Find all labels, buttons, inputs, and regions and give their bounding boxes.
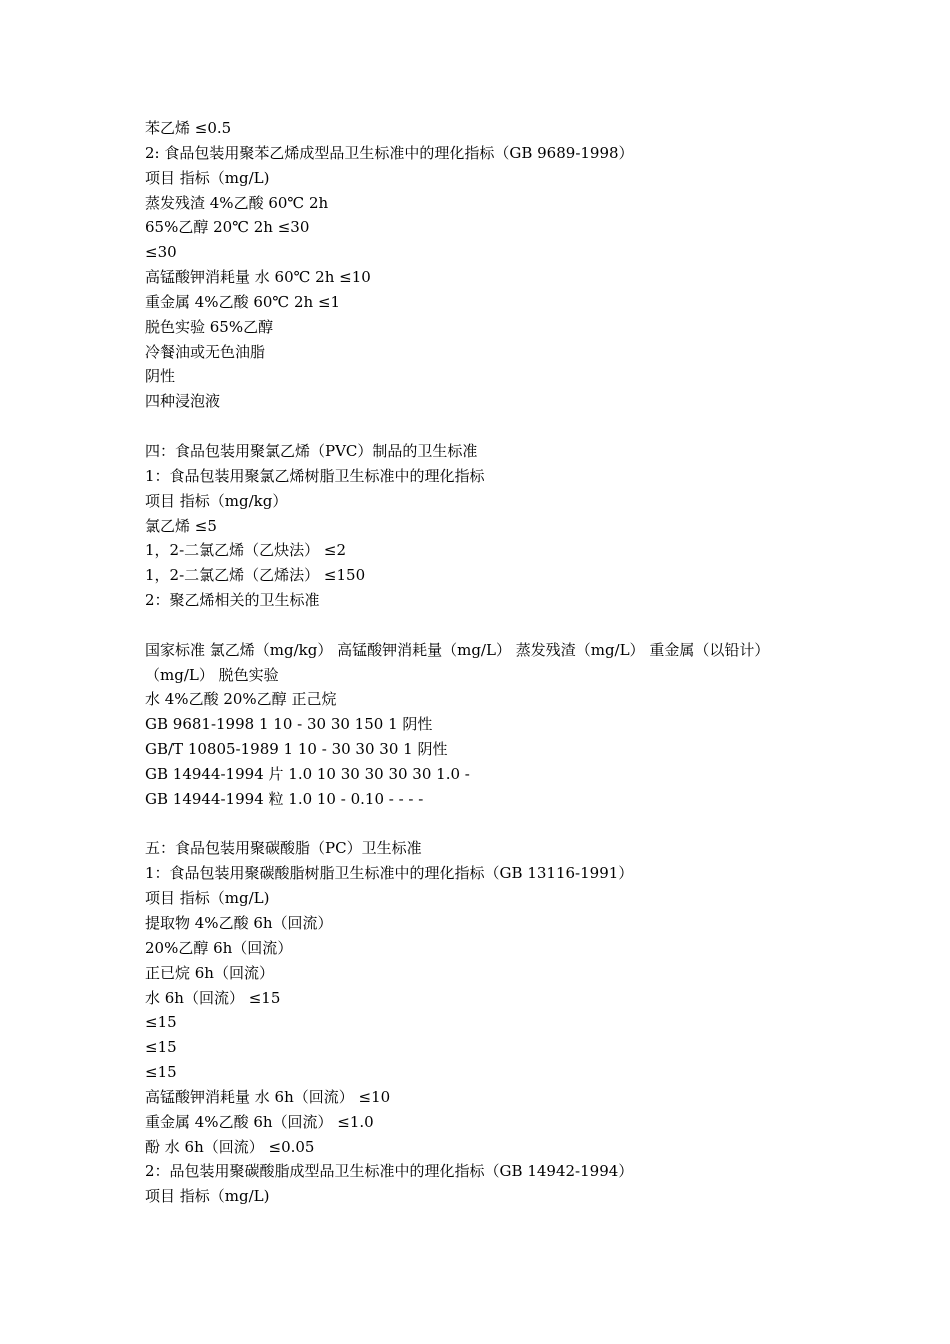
text-line: 项目 指标（mg/L) (145, 1187, 270, 1206)
text-line: 蒸发残渣 4%乙酸 60℃ 2h (145, 193, 329, 212)
text-line: 1，2-二氯乙烯（乙烯法） ≤150 (145, 566, 366, 585)
text-line: 项目 指标（mg/L) (145, 889, 270, 908)
text-line: 65%乙醇 20℃ 2h ≤30 (145, 218, 310, 237)
text-line: 脱色实验 65%乙醇 (145, 317, 274, 336)
blank-line (145, 613, 825, 638)
text-line: 阴性 (145, 367, 176, 386)
section-heading: 四：食品包装用聚氯乙烯（PVC）制品的卫生标准 (145, 441, 478, 460)
table-row: GB/T 10805-1989 1 10 - 30 30 30 1 阴性 (145, 740, 448, 759)
text-line: 水 6h（回流） ≤15 (145, 988, 281, 1007)
text-line: ≤15 (145, 1013, 177, 1032)
text-line: 高锰酸钾消耗量 水 60℃ 2h ≤10 (145, 268, 371, 287)
text-line: 提取物 4%乙酸 6h（回流） (145, 914, 333, 932)
text-line: 氯乙烯 ≤5 (145, 516, 217, 535)
section-heading: 五：食品包装用聚碳酸脂（PC）卫生标准 (145, 839, 422, 858)
text-line: 酚 水 6h（回流） ≤0.05 (145, 1137, 315, 1156)
blank-line (145, 414, 825, 439)
table-header-line: （mg/L） 脱色实验 (145, 665, 279, 684)
blank-line (145, 812, 825, 837)
text-line: 重金属 4%乙酸 6h（回流） ≤1.0 (145, 1112, 374, 1131)
text-line: 苯乙烯 ≤0.5 (145, 119, 232, 137)
text-line: 项目 指标（mg/kg） (145, 491, 288, 510)
table-header-line: 国家标准 氯乙烯（mg/kg） 高锰酸钾消耗量（mg/L） 蒸发残渣（mg/L） 重金属（以铅计） (145, 640, 770, 659)
text-line: 1，2-二氯乙烯（乙炔法） ≤2 (145, 541, 347, 560)
text-line: 项目 指标（mg/L) (145, 168, 270, 187)
document-body (145, 116, 825, 1209)
text-line: ≤15 (145, 1063, 177, 1082)
section-heading: 2：品包装用聚碳酸脂成型品卫生标准中的理化指标（GB 14942-1994） (145, 1162, 634, 1181)
text-line: 四种浸泡液 (145, 392, 221, 411)
text-line: 正已烷 6h（回流） (145, 963, 274, 982)
table-header-line: 水 4%乙酸 20%乙醇 正己烷 (145, 690, 337, 709)
text-line: 重金属 4%乙酸 60℃ 2h ≤1 (145, 292, 341, 311)
table-row: GB 9681-1998 1 10 - 30 30 150 1 阴性 (145, 715, 433, 734)
section-heading: 2：聚乙烯相关的卫生标准 (145, 591, 320, 610)
text-line: 高锰酸钾消耗量 水 6h（回流） ≤10 (145, 1087, 391, 1106)
section-heading: 1：食品包装用聚碳酸脂树脂卫生标准中的理化指标（GB 13116-1991） (145, 864, 634, 883)
table-row: GB 14944-1994 片 1.0 10 30 30 30 30 1.0 - (145, 764, 470, 783)
section-heading: 1：食品包装用聚氯乙烯树脂卫生标准中的理化指标 (145, 466, 485, 485)
text-line: ≤30 (145, 243, 177, 262)
text-line: 20%乙醇 6h（回流） (145, 938, 293, 957)
text-line: ≤15 (145, 1038, 177, 1057)
table-row: GB 14944-1994 粒 1.0 10 - 0.10 - - - - (145, 789, 424, 808)
text-line: 冷餐油或无色油脂 (145, 342, 266, 361)
section-heading: 2: 食品包装用聚苯乙烯成型品卫生标准中的理化指标（GB 9689-1998） (145, 143, 634, 162)
